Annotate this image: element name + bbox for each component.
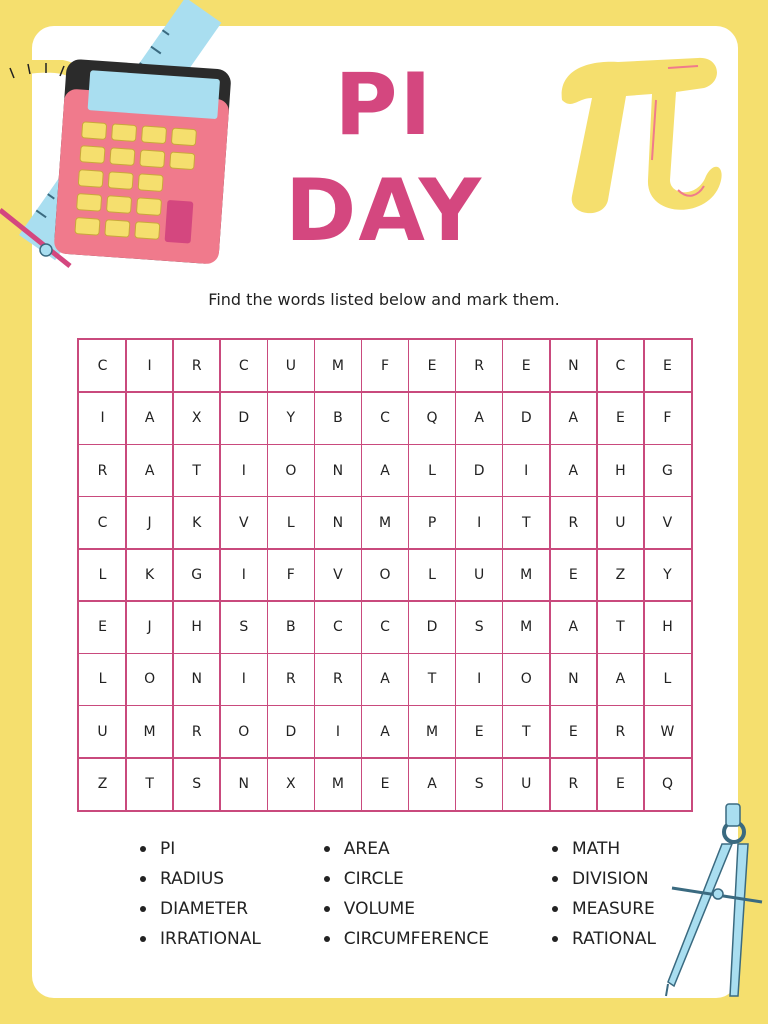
grid-cell[interactable]: D bbox=[267, 705, 316, 759]
grid-cell[interactable]: C bbox=[219, 339, 268, 393]
grid-cell[interactable]: F bbox=[267, 548, 316, 602]
grid-cell[interactable]: T bbox=[125, 757, 174, 811]
grid-cell[interactable]: I bbox=[219, 548, 268, 602]
grid-cell[interactable]: R bbox=[172, 705, 221, 759]
grid-cell[interactable]: B bbox=[314, 391, 363, 445]
grid-cell[interactable]: R bbox=[596, 705, 645, 759]
grid-cell[interactable]: F bbox=[361, 339, 410, 393]
grid-cell[interactable]: A bbox=[361, 653, 410, 707]
grid-cell[interactable]: K bbox=[125, 548, 174, 602]
grid-cell[interactable]: M bbox=[408, 705, 457, 759]
grid-cell[interactable]: I bbox=[455, 653, 504, 707]
grid-cell[interactable]: M bbox=[502, 600, 551, 654]
grid-cell[interactable]: J bbox=[125, 496, 174, 550]
grid-cell[interactable]: U bbox=[502, 757, 551, 811]
grid-cell[interactable]: O bbox=[125, 653, 174, 707]
grid-cell[interactable]: B bbox=[267, 600, 316, 654]
grid-cell[interactable]: J bbox=[125, 600, 174, 654]
grid-cell[interactable]: D bbox=[502, 391, 551, 445]
grid-cell[interactable]: U bbox=[267, 339, 316, 393]
grid-cell[interactable]: L bbox=[408, 548, 457, 602]
grid-cell[interactable]: V bbox=[219, 496, 268, 550]
word-list-item: AREA bbox=[320, 834, 489, 864]
grid-cell[interactable]: K bbox=[172, 496, 221, 550]
word-list-item: CIRCLE bbox=[320, 864, 489, 894]
grid-cell[interactable]: I bbox=[125, 339, 174, 393]
grid-cell[interactable]: C bbox=[361, 391, 410, 445]
grid-cell[interactable]: A bbox=[408, 757, 457, 811]
grid-cell[interactable]: E bbox=[549, 705, 598, 759]
grid-cell[interactable]: T bbox=[408, 653, 457, 707]
grid-cell[interactable]: L bbox=[643, 653, 692, 707]
grid-cell[interactable]: M bbox=[314, 757, 363, 811]
word-list-column bbox=[320, 834, 489, 954]
grid-cell[interactable]: R bbox=[267, 653, 316, 707]
grid-cell[interactable]: E bbox=[78, 600, 127, 654]
grid-cell[interactable]: N bbox=[549, 339, 598, 393]
grid-cell[interactable]: L bbox=[267, 496, 316, 550]
grid-cell[interactable]: O bbox=[361, 548, 410, 602]
word-list-item: MEASURE bbox=[548, 894, 656, 924]
grid-cell[interactable]: C bbox=[78, 339, 127, 393]
grid-cell[interactable]: D bbox=[219, 391, 268, 445]
grid-cell[interactable]: R bbox=[549, 496, 598, 550]
grid-cell[interactable]: G bbox=[172, 548, 221, 602]
grid-cell[interactable]: R bbox=[314, 653, 363, 707]
grid-cell[interactable]: Y bbox=[643, 548, 692, 602]
word-list-item: RATIONAL bbox=[548, 924, 656, 954]
grid-cell[interactable]: L bbox=[78, 548, 127, 602]
grid-cell[interactable]: M bbox=[314, 339, 363, 393]
grid-cell[interactable]: A bbox=[549, 600, 598, 654]
grid-cell[interactable]: A bbox=[125, 444, 174, 498]
grid-cell[interactable]: S bbox=[455, 600, 504, 654]
grid-cell[interactable]: Y bbox=[267, 391, 316, 445]
word-list-item: PI bbox=[136, 834, 261, 864]
grid-cell[interactable]: V bbox=[314, 548, 363, 602]
grid-cell[interactable]: E bbox=[596, 757, 645, 811]
grid-cell[interactable]: S bbox=[219, 600, 268, 654]
grid-cell[interactable]: D bbox=[455, 444, 504, 498]
word-list-column bbox=[548, 834, 656, 954]
grid-cell[interactable]: E bbox=[643, 339, 692, 393]
grid-cell[interactable]: U bbox=[455, 548, 504, 602]
grid-cell[interactable]: I bbox=[219, 653, 268, 707]
grid-cell[interactable]: S bbox=[172, 757, 221, 811]
grid-cell[interactable]: G bbox=[643, 444, 692, 498]
grid-cell[interactable]: X bbox=[267, 757, 316, 811]
word-list-item: RADIUS bbox=[136, 864, 261, 894]
grid-cell[interactable]: I bbox=[502, 444, 551, 498]
grid-cell[interactable]: A bbox=[361, 444, 410, 498]
grid-cell[interactable]: M bbox=[502, 548, 551, 602]
page-title-line2: DAY bbox=[285, 161, 483, 261]
grid-cell[interactable]: Q bbox=[408, 391, 457, 445]
grid-cell[interactable]: A bbox=[361, 705, 410, 759]
page-title-line1: PI bbox=[334, 55, 434, 155]
grid-cell[interactable]: S bbox=[455, 757, 504, 811]
word-list-item: DIVISION bbox=[548, 864, 656, 894]
grid-cell[interactable]: N bbox=[314, 444, 363, 498]
grid-cell[interactable]: L bbox=[408, 444, 457, 498]
grid-cell[interactable]: E bbox=[549, 548, 598, 602]
grid-cell[interactable]: X bbox=[172, 391, 221, 445]
grid-cell[interactable]: A bbox=[549, 391, 598, 445]
word-list-column bbox=[136, 834, 261, 954]
word-list-item: CIRCUMFERENCE bbox=[320, 924, 489, 954]
word-list-item: DIAMETER bbox=[136, 894, 261, 924]
grid-cell[interactable]: M bbox=[125, 705, 174, 759]
grid-cell[interactable]: Z bbox=[78, 757, 127, 811]
grid-cell[interactable]: T bbox=[596, 600, 645, 654]
grid-cell[interactable]: C bbox=[596, 339, 645, 393]
grid-cell[interactable]: T bbox=[502, 496, 551, 550]
grid-cell[interactable]: H bbox=[172, 600, 221, 654]
grid-cell[interactable]: H bbox=[643, 600, 692, 654]
grid-cell[interactable]: E bbox=[408, 339, 457, 393]
grid-cell[interactable]: R bbox=[172, 339, 221, 393]
grid-cell[interactable]: A bbox=[596, 653, 645, 707]
grid-cell[interactable]: N bbox=[314, 496, 363, 550]
grid-cell[interactable]: A bbox=[549, 444, 598, 498]
word-list bbox=[136, 834, 656, 954]
grid-cell[interactable]: R bbox=[78, 444, 127, 498]
grid-cell[interactable]: C bbox=[78, 496, 127, 550]
grid-cell[interactable]: C bbox=[314, 600, 363, 654]
grid-cell[interactable]: C bbox=[361, 600, 410, 654]
grid-cell[interactable]: I bbox=[78, 391, 127, 445]
grid-cell[interactable]: U bbox=[78, 705, 127, 759]
grid-cell[interactable]: E bbox=[596, 391, 645, 445]
grid-cell[interactable]: M bbox=[361, 496, 410, 550]
grid-cell[interactable]: I bbox=[455, 496, 504, 550]
grid-cell[interactable]: N bbox=[219, 757, 268, 811]
grid-cell[interactable]: O bbox=[267, 444, 316, 498]
grid-cell[interactable]: Z bbox=[596, 548, 645, 602]
grid-cell[interactable]: P bbox=[408, 496, 457, 550]
compass-icon bbox=[658, 800, 768, 1010]
grid-cell[interactable]: E bbox=[502, 339, 551, 393]
grid-cell[interactable]: N bbox=[172, 653, 221, 707]
grid-cell[interactable]: T bbox=[172, 444, 221, 498]
grid-cell[interactable]: L bbox=[78, 653, 127, 707]
word-search-grid[interactable] bbox=[77, 338, 693, 812]
word-list-item: MATH bbox=[548, 834, 656, 864]
instructions-text: Find the words listed below and mark them. bbox=[208, 290, 560, 309]
grid-cell[interactable]: E bbox=[455, 705, 504, 759]
grid-cell[interactable]: W bbox=[643, 705, 692, 759]
grid-cell[interactable]: A bbox=[455, 391, 504, 445]
grid-cell[interactable]: U bbox=[596, 496, 645, 550]
grid-cell[interactable]: R bbox=[549, 757, 598, 811]
grid-cell[interactable]: R bbox=[455, 339, 504, 393]
grid-cell[interactable]: T bbox=[502, 705, 551, 759]
grid-cell[interactable]: V bbox=[643, 496, 692, 550]
grid-cell[interactable]: D bbox=[408, 600, 457, 654]
grid-cell[interactable]: Q bbox=[643, 757, 692, 811]
word-list-item: VOLUME bbox=[320, 894, 489, 924]
word-list-item: IRRATIONAL bbox=[136, 924, 261, 954]
grid-cell[interactable]: N bbox=[549, 653, 598, 707]
grid-cell[interactable]: O bbox=[502, 653, 551, 707]
grid-cell[interactable]: H bbox=[596, 444, 645, 498]
grid-cell[interactable]: I bbox=[219, 444, 268, 498]
grid-cell[interactable]: A bbox=[125, 391, 174, 445]
grid-cell[interactable]: I bbox=[314, 705, 363, 759]
grid-cell[interactable]: F bbox=[643, 391, 692, 445]
grid-cell[interactable]: O bbox=[219, 705, 268, 759]
grid-cell[interactable]: E bbox=[361, 757, 410, 811]
